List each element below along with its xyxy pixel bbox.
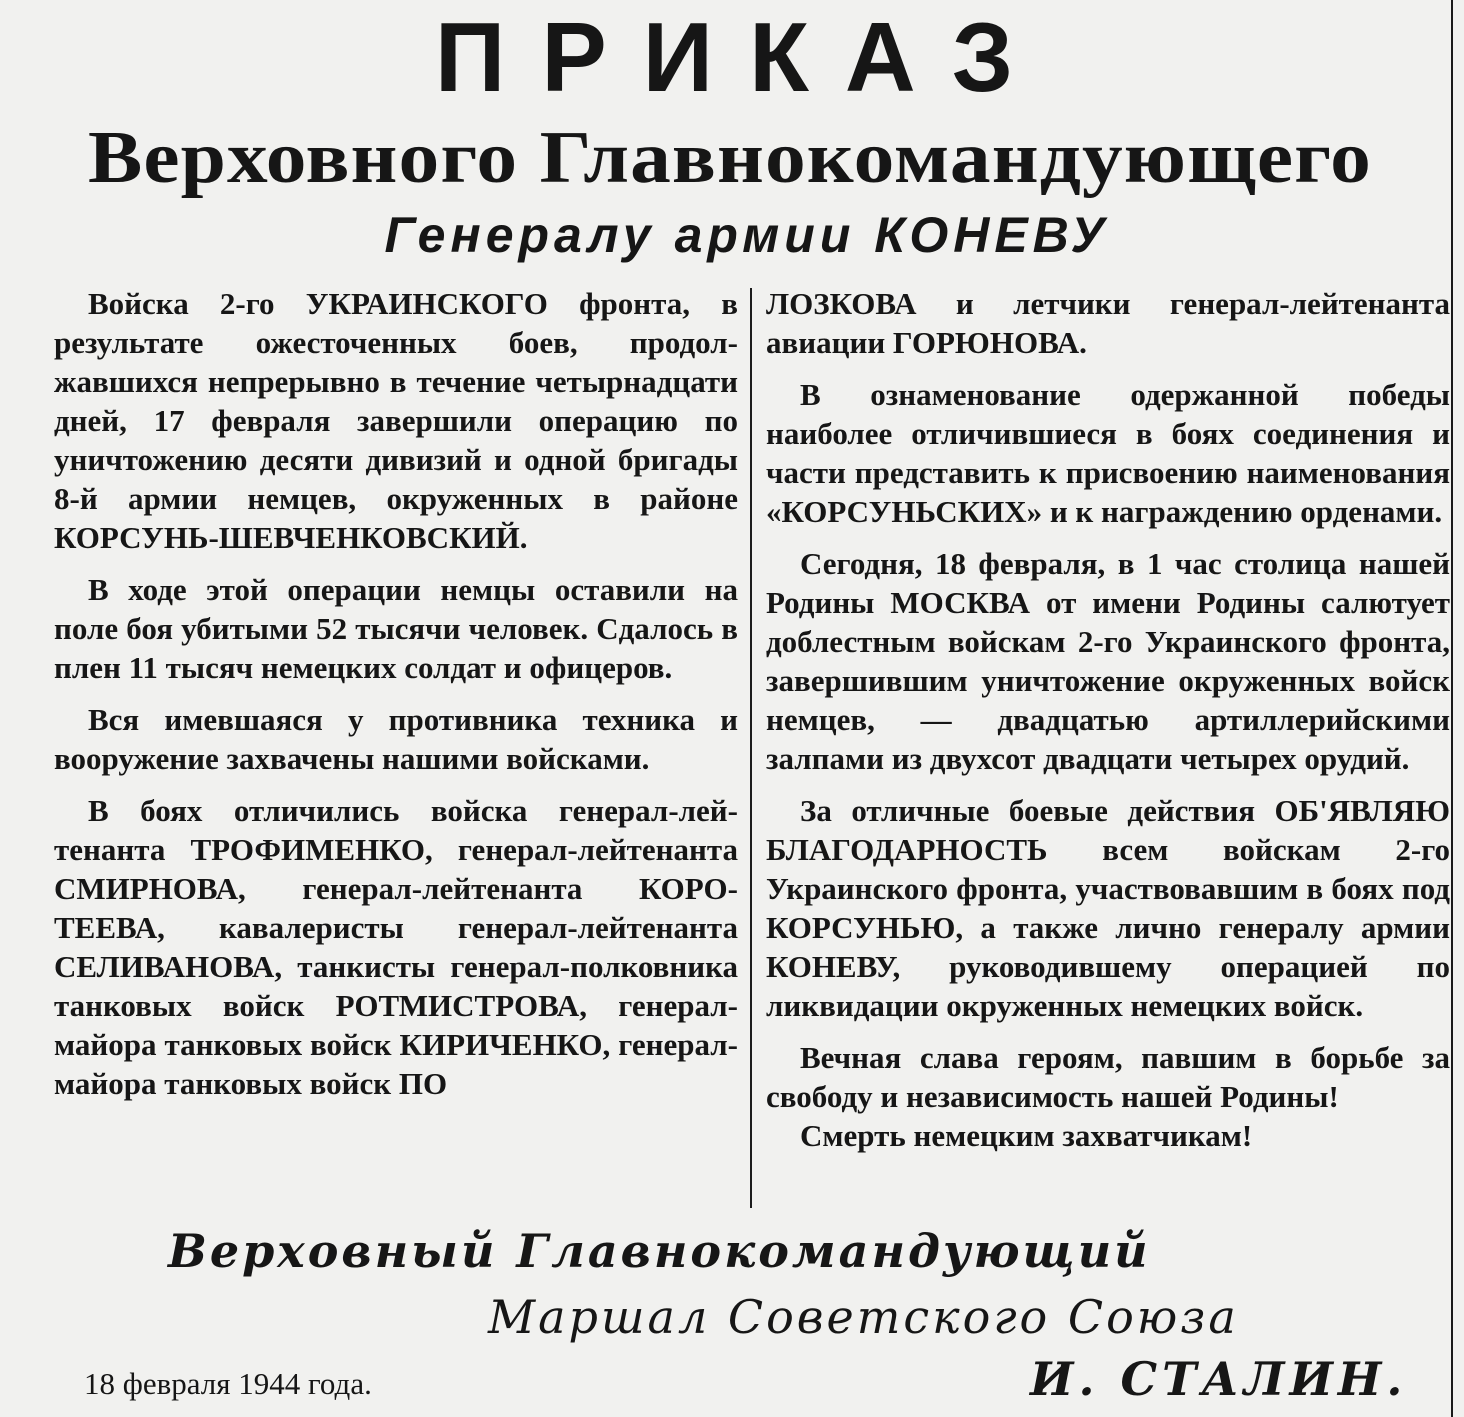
- signature-name: И. СТАЛИН.: [1030, 1352, 1408, 1406]
- paragraph: Сегодня, 18 февраля, в 1 час столица нашей Родины МОСКВА от имени Родины салютует доблестным войскам 2-го Украинского фронта, завершившим уничтожение окруженных войск немцев, — двадцатью артиллерийскими залпами из двухсот двадцати четырех орудий.: [766, 546, 1450, 776]
- paragraph: В ознаменование одержанной победы наиболее отличившиеся в боях соединения и части представить к присвоению наименования «КОРСУНЬСКИХ» и к награждению орденами.: [766, 377, 1450, 529]
- paragraph: Смерть немецким захватчикам!: [800, 1118, 1253, 1153]
- paragraph: За отличные боевые действия ОБ'ЯВЛЯЮ БЛАГОДАРНОСТЬ всем войскам 2-го Украинского фронта, участвовавшим в боях под КОРСУНЬЮ, а также лично генералу армии КОНЕВУ, руководившему операцией по ликвидации окруженных немецких войск.: [766, 793, 1450, 1023]
- paragraph: В ходе этой операции немцы оставили на поле боя убитыми 52 тысячи человек. Сдалось в плен 11 тысяч немецких солдат и офицеров.: [54, 572, 738, 685]
- left-column: [54, 284, 738, 1103]
- paragraph: Вечная слава героям, павшим в борьбе за свободу и независимость нашей Родины!: [766, 1040, 1450, 1114]
- order-date: 18 февраля 1944 года.: [84, 1366, 372, 1401]
- column-divider: [750, 288, 752, 1208]
- signature-title: Верховный Главнокомандующий: [168, 1224, 1151, 1278]
- order-subtitle: Верховного Главнокомандующего: [87, 117, 1372, 199]
- paragraph: В боях отличились войска генерал-лейтенанта ТРОФИМЕНКО, генерал-лейтенанта СМИРНОВА, генерал-лейтенанта КОРОТЕЕВА, кавалеристы генерал-лейтенанта СЕЛИВАНОВА, танкисты генерал-полковника танковых войск РОТМИСТРОВА, генерал-майора танковых войск КИРИЧЕНКО, генерал-майора танковых войск ПО: [54, 793, 738, 1101]
- signature-rank: Маршал Советского Союза: [488, 1290, 1239, 1344]
- right-column: [766, 284, 1450, 1155]
- order-title: ПРИКАЗ: [434, 2, 1050, 112]
- paragraph: Войска 2-го УКРАИНСКОГО фронта, в результате ожесточенных боев, продолжавшихся непрерывно в течение четырнадцати дней, 17 февраля завершили операцию по уничтожению десяти дивизий и одной бригады 8-й армии немцев, окруженных в районе КОРСУНЬ-ШЕВЧЕНКОВСКИЙ.: [54, 286, 738, 555]
- order-addressee: Генералу армии КОНЕВУ: [384, 207, 1110, 263]
- paragraph: ЛОЗКОВА и летчики генерал-лейтенанта авиации ГОРЮНОВА.: [766, 286, 1450, 360]
- paragraph: Вся имевшаяся у противника техника и вооружение захвачены нашими войсками.: [54, 702, 738, 776]
